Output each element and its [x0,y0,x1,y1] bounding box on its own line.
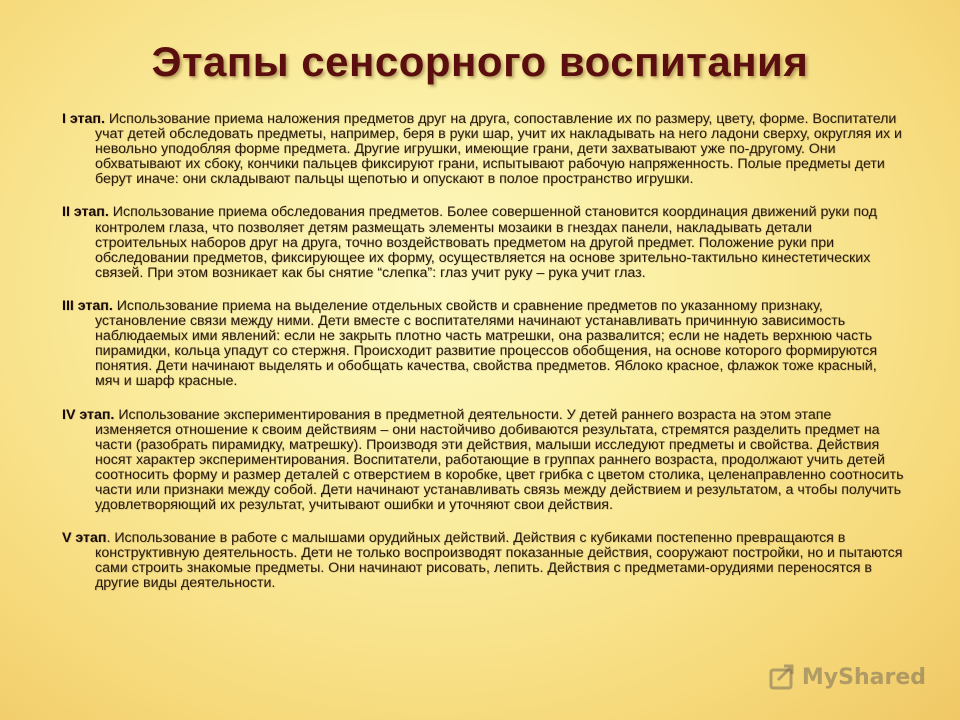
stage-2 [62,205,904,280]
page-title: Этапы сенсорного воспитания [151,38,809,85]
stage-1 [62,112,904,187]
stage-4 [62,408,904,514]
watermark-text: MyShared [801,664,926,690]
stage-text: Использование приема обследования предметов. Более совершенной становится координация движений руки под контролем глаза, что позволяет детям размещать элементы мозаики в гнездах панели, накладывать детали строительных наборов друг на друга, точно воздействовать предметом на другой предмет. Положение руки при обследовании предметов, фиксирующее их форму, осуществляется на основе зрительно-тактильно кинестетических связей. При этом возникает как бы снятие “слепка”: глаз учит руку – рука учит глаз. [95,204,877,281]
stage-label: II этап. [62,204,109,221]
stage-text: Использование экспериментирования в предметной деятельности. У детей раннего возраста на этом этапе изменяется отношение к своим действиям – они настойчиво добиваются результата, стремятся разделить предмет на части (разобрать пирамидку, матрешку). Производя эти действия, малыши исследуют предметы и свойства. Действия носят характер экспериментирования. Воспитатели, работающие в группах раннего возраста, продолжают учить детей соотносить форму и размер деталей с отверстием в коробке, цвет грибка с цветом столика, целенаправленно соотносить части или признаки между собой. Дети начинают устанавливать связь между действием и результатом, а чтобы получить удовлетворяющий их результат, учитывают ошибки и уточняют свои действия. [95,406,904,514]
stage-5 [62,531,904,591]
stage-label: I этап. [62,111,105,127]
myshared-logo-icon [768,662,798,692]
stages-text [62,112,904,610]
stage-3 [62,299,904,390]
stage-text: Использование приема на выделение отдельных свойств и сравнение предметов по указанному признаку, установление связи между ними. Дети вместе с воспитателями начинают устанавливать причинную зависимость наблюдаемых ими явлений: если не закрыть плотно часть матрешки, она развалится; если не надеть верхнюю часть пирамидки, кольца упадут со стержня. Происходит развитие процессов обобщения, на основе которого формируются понятия. Дети начинают выделять и обобщать качества, свойства предметов. Яблоко красное, флажок тоже красный, мяч и шарф красные. [95,297,878,390]
stage-text: . Использование в работе с малышами орудийных действий. Действия с кубиками постепенно превращаются в конструктивную деятельность. Дети не только воспроизводят показанные действия, сооружают постройки, но и пытаются сами строить знакомые предметы. Они начинают рисовать, лепить. Действия с предметами-орудиями переносятся в другие виды деятельности. [95,530,903,592]
stage-label: IV этап. [62,406,115,423]
watermark [768,662,926,692]
stage-label: V этап [62,530,107,547]
stage-label: III этап. [62,297,113,314]
stage-text: Использование приема наложения предметов друг на друга, сопоставление их по размеру, цвету, форме. Воспитатели учат детей обследовать предметы, например, беря в руки шар, учит их накладывать на него ладони сверху, округляя их и невольно уподобляя форме предмета. Другие игрушки, имеющие грани, дети захватывают уже по-другому. Они обхватывают их сбоку, кончики пальцев фиксируют грани, испытывают рабочую напряженность. Полые предметы дети берут иначе: они складывают пальцы щепотью и опускают в полое пространство игрушки. [95,111,902,188]
